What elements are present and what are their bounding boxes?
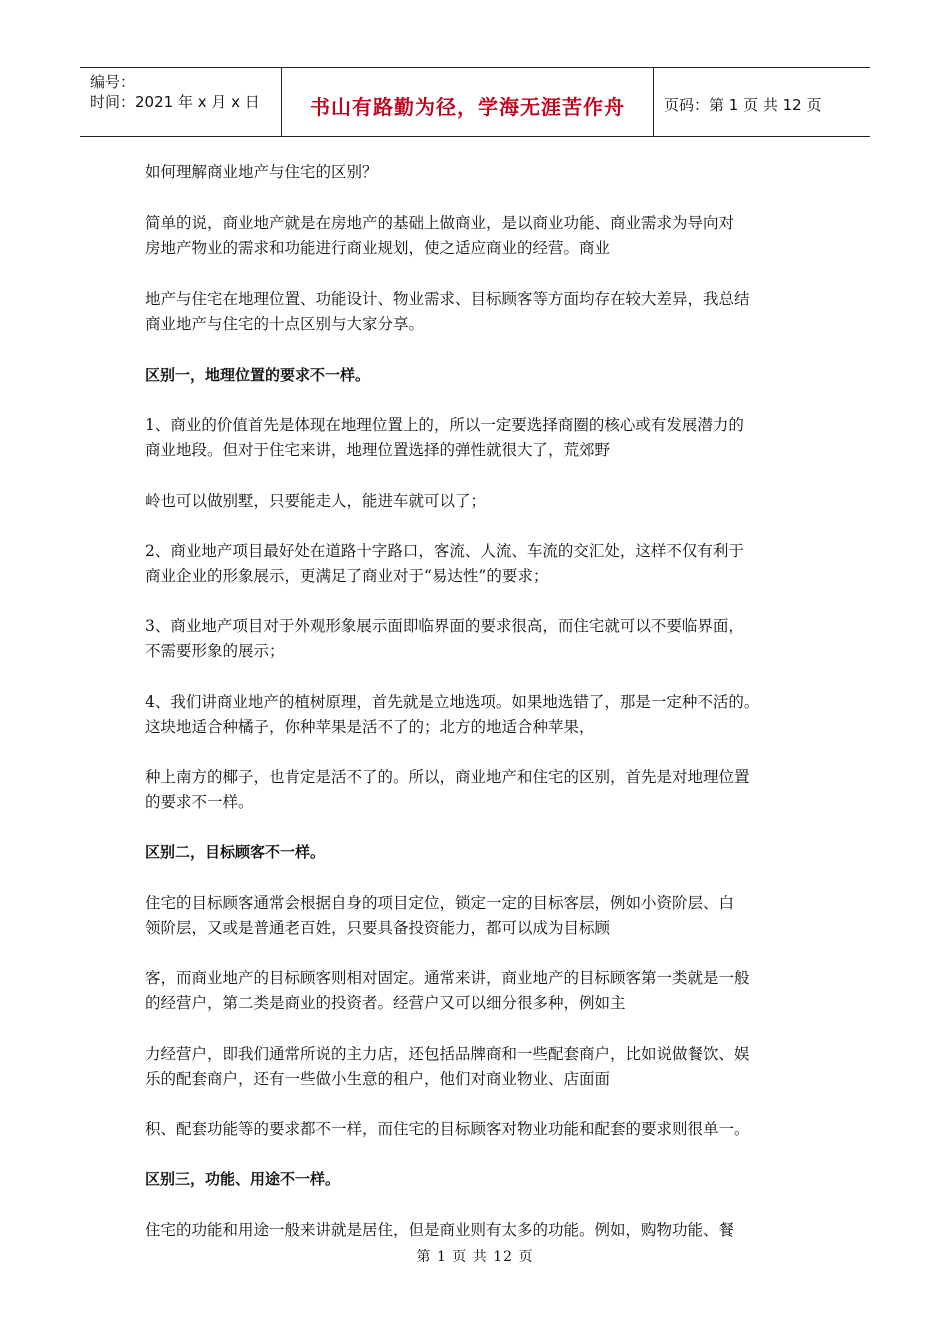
paragraph-line: 种上南方的椰子，也肯定是活不了的。所以，商业地产和住宅的区别，首先是对地理位置 (145, 768, 750, 786)
paragraph-line: 住宅的目标顾客通常会根据自身的项目定位，锁定一定的目标客层，例如小资阶层、白 (145, 894, 735, 912)
paragraph-line: 这块地适合种橘子，你种苹果是活不了的；北方的地适合种苹果， (145, 718, 595, 736)
paragraph-line: 领阶层，又或是普通老百姓，只要具备投资能力，都可以成为目标顾 (145, 919, 611, 937)
paragraph-line: 岭也可以做别墅，只要能走人，能进车就可以了； (145, 492, 487, 510)
paragraph-line: 商业地段。但对于住宅来讲，地理位置选择的弹性就很大了，荒郊野 (145, 441, 611, 459)
paragraph-line: 乐的配套商户，还有一些做小生意的租户，他们对商业物业、店面面 (145, 1070, 611, 1088)
paragraph-line: 2、商业地产项目最好处在道路十字路口，客流、人流、车流的交汇处，这样不仅有利于 (145, 542, 744, 560)
section-heading: 区别三，功能、用途不一样。 (145, 1170, 341, 1188)
paragraph-line: 1、商业的价值首先是体现在地理位置上的，所以一定要选择商圈的核心或有发展潜力的 (145, 416, 744, 434)
paragraph-line: 力经营户，即我们通常所说的主力店，还包括品牌商和一些配套商户，比如说做餐饮、娱 (145, 1045, 750, 1063)
paragraph-line: 的经营户，第二类是商业的投资者。经营户又可以细分很多种，例如主 (145, 994, 626, 1012)
section-heading: 区别一，地理位置的要求不一样。 (145, 366, 371, 384)
paragraph-line: 简单的说，商业地产就是在房地产的基础上做商业，是以商业功能、商业需求为导向对 (145, 214, 735, 232)
header-left-cell (80, 68, 281, 136)
question-title: 如何理解商业地产与住宅的区别？ (145, 163, 378, 181)
paragraph-line: 积、配套功能等的要求都不一样，而住宅的目标顾客对物业功能和配套的要求则很单一。 (145, 1120, 750, 1138)
paragraph-line: 地产与住宅在地理位置、功能设计、物业需求、目标顾客等方面均存在较大差异，我总结 (145, 290, 750, 308)
motto: 书山有路勤为径，学海无涯苦作舟 (281, 68, 654, 136)
paragraph-line: 的要求不一样。 (145, 793, 254, 811)
serial-label: 编号： (90, 73, 136, 91)
paragraph-line: 商业地产与住宅的十点区别与大家分享。 (145, 315, 425, 333)
page-footer: 第 1 页 共 12 页 (416, 1249, 534, 1265)
paragraph-line: 3、商业地产项目对于外观形象展示面即临界面的要求很高，而住宅就可以不要临界面， (145, 617, 744, 635)
document-header (80, 67, 870, 137)
paragraph-line: 房地产物业的需求和功能进行商业规划，使之适应商业的经营。商业 (145, 239, 611, 257)
time-label: 时间：2021 年 x 月 x 日 (90, 93, 260, 111)
paragraph-line: 4、我们讲商业地产的植树原理，首先就是立地选项。如果地选错了，那是一定种不活的。 (145, 693, 760, 711)
paragraph-line: 不需要形象的展示； (145, 642, 285, 660)
page-info: 页码：第 1 页 共 12 页 (664, 95, 822, 114)
section-heading: 区别二，目标顾客不一样。 (145, 843, 326, 861)
paragraph-line: 商业企业的形象展示，更满足了商业对于“易达性”的要求； (145, 567, 549, 585)
paragraph-line: 住宅的功能和用途一般来讲就是居住，但是商业则有太多的功能。例如，购物功能、餐 (145, 1221, 735, 1239)
paragraph-line: 客，而商业地产的目标顾客则相对固定。通常来讲，商业地产的目标顾客第一类就是一般 (145, 969, 750, 987)
